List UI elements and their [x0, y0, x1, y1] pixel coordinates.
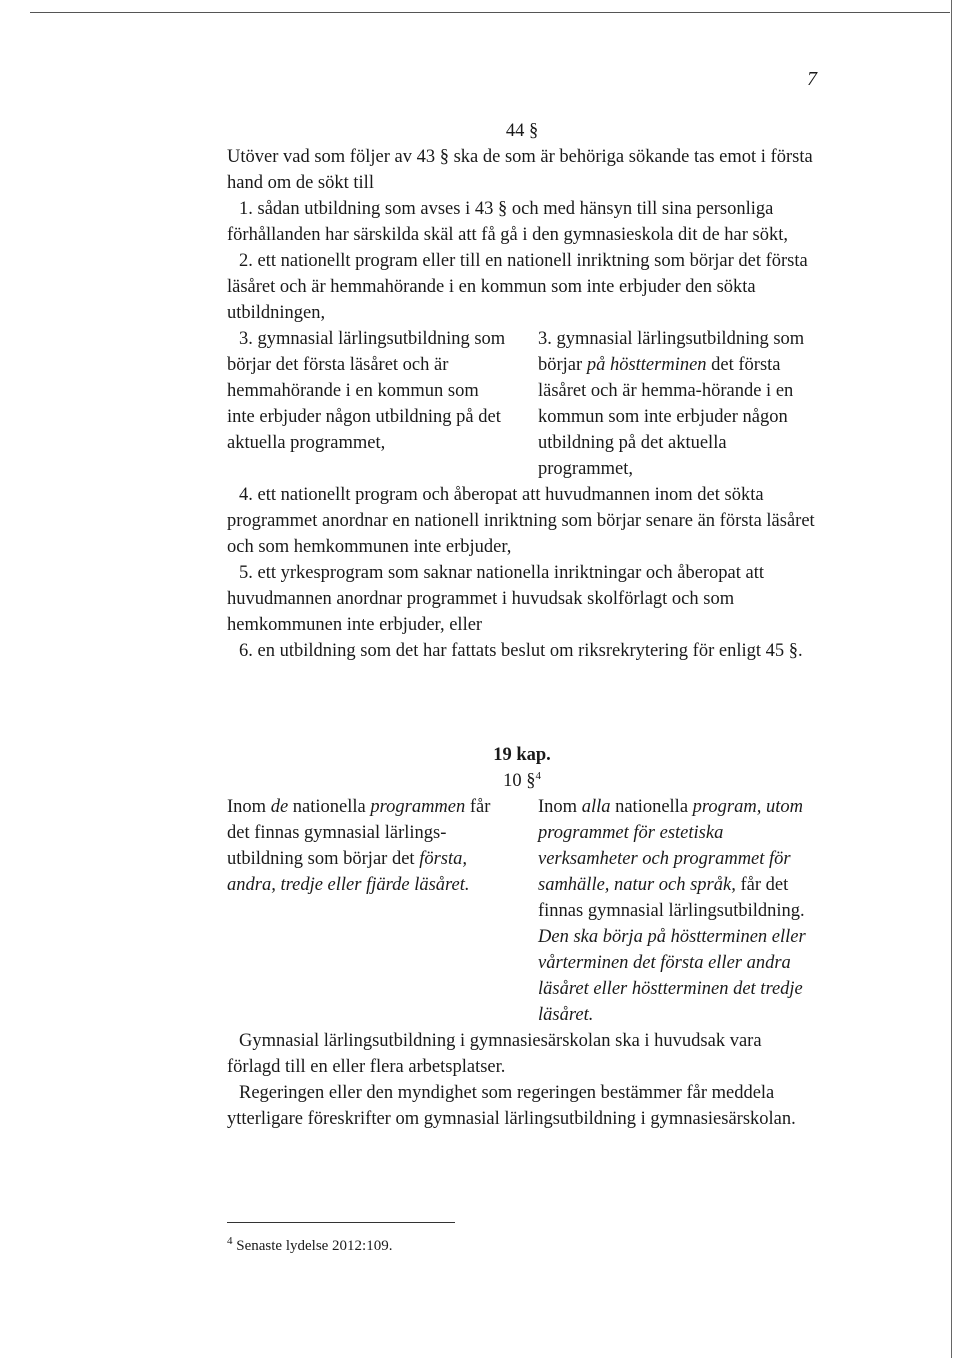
section-44: [227, 118, 817, 664]
list-item-2: 2. ett nationellt program eller till en nationell inriktning som börjar det första läsåret och är hemmahörande i en kommun som inte erbjuder den sökta utbildningen,: [227, 251, 808, 323]
top-border-line: [30, 12, 950, 13]
paragraph-1: Gymnasial lärlingsutbildning i gymnasiesärskolan ska i huvudsak vara förlagd till en eller flera arbetsplatser.: [227, 1031, 762, 1077]
footnote-text: Senaste lydelse 2012:109.: [232, 1238, 393, 1254]
current-wording: [227, 794, 506, 1028]
page-number: 7: [807, 68, 817, 90]
right-border-line: [951, 0, 952, 1358]
emphasis: på höstterminen: [586, 355, 707, 375]
footnote-ref: 4: [535, 769, 541, 782]
list-item-3-current: 3. gymnasial lärlingsutbildning som börjar det första läsåret och är hemmahörande i en kommun som inte erbjuder någon utbildning på det aktuella programmet,: [227, 329, 506, 453]
current-wording: [227, 326, 506, 482]
chapter-heading: 19 kap.: [493, 745, 551, 765]
list-item-6: 6. en utbildning som det har fattats beslut om riksrekrytering för enligt 45 §.: [239, 641, 803, 661]
footnote-divider: [227, 1222, 455, 1223]
comparison-item-3: [227, 326, 817, 482]
list-item-4: 4. ett nationellt program och åberopat att huvudmannen inom det sökta programmet anordnar en nationell inriktning som börjar senare än första läsåret och som hemkommunen inte erbjuder,: [227, 485, 815, 557]
list-item-1: 1. sådan utbildning som avses i 43 § och med hänsyn till sina personliga förhållanden har särskilda skäl att få gå i den gymnasieskola dit de har sökt,: [227, 199, 788, 245]
footnote: [227, 1236, 392, 1256]
proposed-text: Inom alla nationella program, utom programmet för estetiska verksamheter och programmet för samhälle, natur och språk, får det finnas gymnasial lärlingsutbildning. Den ska börja på höstterminen eller vårterminen det första eller andra läsåret eller höstterminen det tredje läsåret.: [538, 797, 806, 1025]
proposed-wording: [530, 794, 817, 1028]
list-item-5: 5. ett yrkesprogram som saknar nationella inriktningar och åberopat att huvudmannen anordnar programmet i huvudsak skolförlagt och som hemkommunen inte erbjuder, eller: [227, 563, 765, 635]
current-text: Inom de nationella programmen får det finnas gymnasial lärlings-utbildning som börjar det första, andra, tredje eller fjärde läsåret.: [227, 797, 491, 895]
footnote-marker: 4: [227, 1235, 233, 1247]
comparison-10: [227, 794, 817, 1028]
section-heading: 44 §: [505, 121, 539, 141]
list-item-3-proposed: 3. gymnasial lärlingsutbildning som börjar på höstterminen det första läsåret och är hemma-hörande i en kommun som inte erbjuder någon utbildning på det aktuella programmet,: [538, 329, 805, 479]
chapter-19: [227, 742, 817, 1132]
section-intro: Utöver vad som följer av 43 § ska de som är behöriga sökande tas emot i första hand om de sökt till: [227, 147, 813, 193]
proposed-wording: [530, 326, 817, 482]
section-heading-10: 10 §$^4$: [503, 769, 541, 791]
paragraph-2: Regeringen eller den myndighet som regeringen bestämmer får meddela ytterligare föreskrifter om gymnasial lärlingsutbildning i gymnasiesärskolan.: [227, 1083, 796, 1129]
